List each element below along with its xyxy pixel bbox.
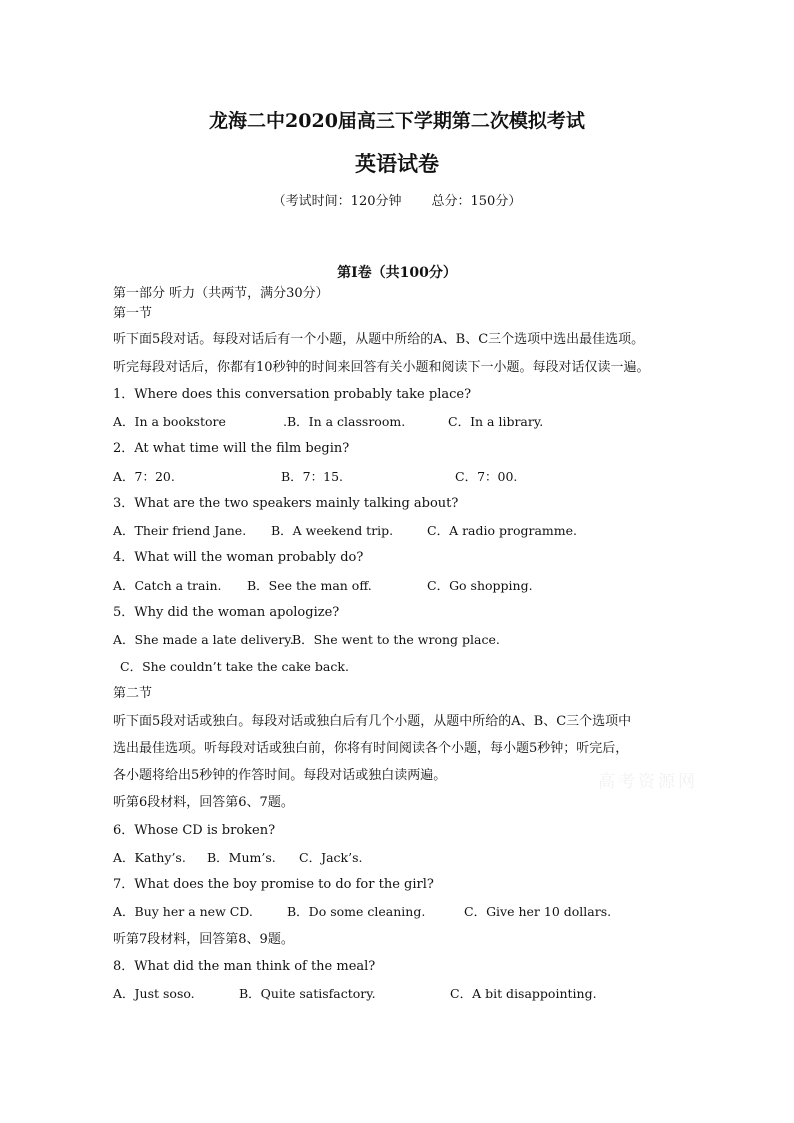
question-stem: 7．What does the boy promise to do for the girl? xyxy=(113,877,434,892)
option-c: C．A radio programme. xyxy=(427,523,578,538)
question-stem: 8．What did the man think of the meal? xyxy=(113,959,376,974)
option-c: C．She couldn’t take the cake back. xyxy=(120,659,349,674)
question-stem: 3．What are the two speakers mainly talking about? xyxy=(113,496,459,511)
exam-subject: 英语试卷 xyxy=(355,151,439,176)
option-c: C．Jack’s. xyxy=(299,850,363,865)
time-info: （考试时间：120分钟 xyxy=(272,194,402,209)
option-a: A．Catch a train. xyxy=(113,578,222,593)
group-intro: 听第6段材料，回答第6、7题。 xyxy=(113,795,294,810)
option-b: B．Quite satisfactory. xyxy=(239,986,376,1001)
exam-title: 龙海二中2020届高三下学期第二次模拟考试 xyxy=(209,110,585,132)
exam-info xyxy=(0,190,794,209)
volume-title: 第I卷（共100分） xyxy=(337,265,457,281)
option-a: A．She made a late delivery. xyxy=(113,632,294,647)
option-a: A．In a bookstore xyxy=(113,414,226,429)
option-c: C．Give her 10 dollars. xyxy=(464,904,612,919)
option-b: .B．In a classroom. xyxy=(283,414,406,429)
option-b: B．A weekend trip. xyxy=(271,523,394,538)
watermark: 高考资源网 xyxy=(598,772,698,792)
question-stem: 5．Why did the woman apologize? xyxy=(113,605,340,620)
option-b: B．See the man off. xyxy=(247,578,372,593)
question-stem: 6．Whose CD is broken? xyxy=(113,823,276,838)
part1-heading: 第一部分 听力（共两节，满分30分） xyxy=(113,286,329,301)
group-intro: 听第7段材料，回答第8、9题。 xyxy=(113,932,294,947)
option-c: C．7：00. xyxy=(455,469,518,484)
option-a: A．Buy her a new CD. xyxy=(113,904,253,919)
option-a: A．Just soso. xyxy=(113,986,195,1001)
question-stem: 1．Where does this conversation probably take place? xyxy=(113,387,472,402)
section2-label: 第二节 xyxy=(113,686,153,701)
section1-label: 第一节 xyxy=(113,306,153,321)
option-b: B．7：15. xyxy=(281,469,344,484)
section2-instruction: 各小题将给出5秒钟的作答时间。每段对话或独白读两遍。 xyxy=(113,768,447,783)
option-c: C．In a library. xyxy=(448,414,544,429)
score-info: 总分：150分） xyxy=(431,194,522,209)
option-a: A．Their friend Jane. xyxy=(113,523,247,538)
option-b: B．Do some cleaning. xyxy=(287,904,426,919)
question-stem: 2．At what time will the film begin? xyxy=(113,441,350,456)
section1-instruction: 听完每段对话后，你都有10秒钟的时间来回答有关小题和阅读下一小题。每段对话仅读一遍。 xyxy=(113,360,650,375)
section2-instruction: 选出最佳选项。听每段对话或独白前，你将有时间阅读各个小题，每小题5秒钟；听完后， xyxy=(113,741,629,756)
section1-instruction: 听下面5段对话。每段对话后有一个小题，从题中所给的A、B、C三个选项中选出最佳选项。 xyxy=(113,332,645,347)
section2-instruction: 听下面5段对话或独白。每段对话或独白后有几个小题，从题中所给的A、B、C三个选项中 xyxy=(113,714,632,729)
option-a: A．7：20. xyxy=(113,469,175,484)
option-b: B．She went to the wrong place. xyxy=(292,632,500,647)
question-stem: 4．What will the woman probably do? xyxy=(113,550,364,565)
option-a: A．Kathy’s. xyxy=(113,850,186,865)
option-c: C．A bit disappointing. xyxy=(450,986,597,1001)
option-c: C．Go shopping. xyxy=(427,578,533,593)
option-b: B．Mum’s. xyxy=(207,850,276,865)
